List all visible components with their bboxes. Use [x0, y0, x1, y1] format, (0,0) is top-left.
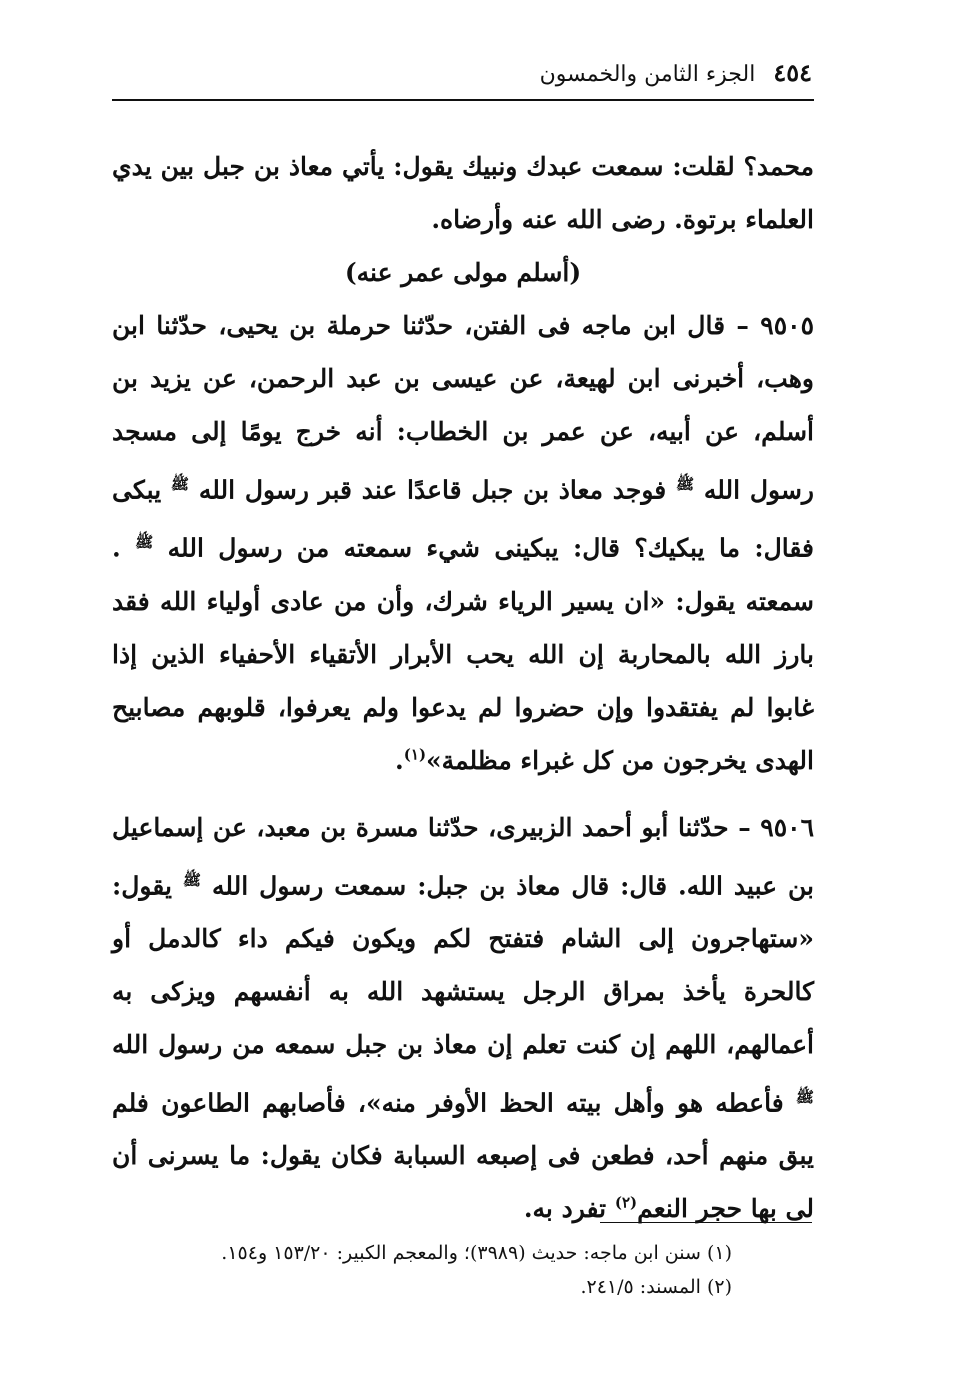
header-rule: [112, 99, 814, 101]
section-heading: (أسلم مولى عمر عنه): [344, 258, 582, 287]
hadith-text: فوجد معاذ بن جبل قاعدًا عند قبر رسول الله: [198, 475, 667, 505]
footnote-2: (٢) المسند: ٢٤١/٥.: [580, 1276, 732, 1298]
hadith-text: يقول: «ستهاجرون إلى الشام فتفتح لكم ويكون فيكم داء كالدمل أو كالحرة يأخذ بمراق الرجل يستشهد الله به أنفسهم ويزكى به أعمالهم، اللهم إن كنت تعلم إن معاذ بن جبل سمعه من رسول الله: [112, 870, 814, 1059]
honorific-icon: ﷺ: [170, 475, 190, 493]
paragraph-continuation: محمد؟ لقلت: سمعت عبدك ونبيك يقول: يأتي معاذ بن جبل بين يدي العلماء برتوة. رضى الله عنه وأرضاه.: [112, 152, 814, 234]
hadith-text: تفرد به.: [523, 1194, 607, 1224]
footnote-ref[interactable]: (١): [403, 745, 427, 764]
footnote-rule: [600, 1222, 812, 1223]
hadith-text: – قال ابن ماجه فى الفتن، حدّثنا حرملة بن يحيى، حدّثنا ابن وهب، أخبرنى ابن لهيعة، عن عيسى بن عبد الرحمن، عن يزيد بن أسلم، عن أبيه، عن عمر بن الخطاب: أنه خرج يومًا إلى مسجد رسول الله: [112, 311, 814, 505]
honorific-icon: ﷺ: [182, 870, 202, 889]
honorific-icon: ﷺ: [675, 475, 695, 493]
hadith-text: فأعطه هو وأهل بيته الحظ الأوفر منه»، فأصابهم الطاعون فلم يبق منهم أحد، فطعن فى إصبعه السبابة فكان يقول: ما يسرنى أن لى بها حجر النعم: [112, 1088, 814, 1224]
page-number: ٤٥٤: [773, 58, 812, 87]
honorific-icon: ﷺ: [795, 1087, 814, 1106]
body-text: [112, 140, 814, 1235]
footnotes: [112, 1236, 732, 1304]
hadith-text: يبكى فقال: ما يبكيك؟ قال: يبكينى شيء سمعته من رسول الله: [112, 475, 814, 563]
running-title: الجزء الثامن والخمسون: [539, 62, 756, 87]
hadith-9506: [112, 801, 814, 1236]
hadith-text: . سمعته يقول: «ان يسير الرياء شرك، وأن من عادى أولياء الله فقد بارز الله بالمحاربة إن الله يحب الأبرار الأتقياء الأحفياء الذين إذا غابوا لم يفتقدوا وإن حضروا لم يدعوا ولم يعرفوا، قلوبهم مصابيح الهدى يخرجون من كل غبراء مظلمة»: [112, 533, 814, 775]
page-header: [112, 58, 812, 87]
footnote-ref[interactable]: (٢): [614, 1193, 638, 1212]
hadith-text: – حدّثنا أبو أحمد الزبيرى، حدّثنا مسرة بن معبد، عن إسماعيل بن عبيد الله. قال: قال معاذ بن جبل: سمعت رسول الله: [112, 812, 814, 900]
footnote-1: (١) سنن ابن ماجه: حديث (٣٩٨٩)؛ والمعجم الكبير: ١٥٣/٢٠ و١٥٤.: [221, 1242, 732, 1264]
hadith-number: ٩٥٠٦: [760, 812, 814, 842]
paragraph-gap: [112, 787, 814, 801]
hadith-9505: [112, 299, 814, 787]
hadith-text: .: [395, 745, 404, 775]
hadith-number: ٩٥٠٥: [760, 311, 814, 340]
honorific-icon: ﷺ: [135, 533, 154, 552]
